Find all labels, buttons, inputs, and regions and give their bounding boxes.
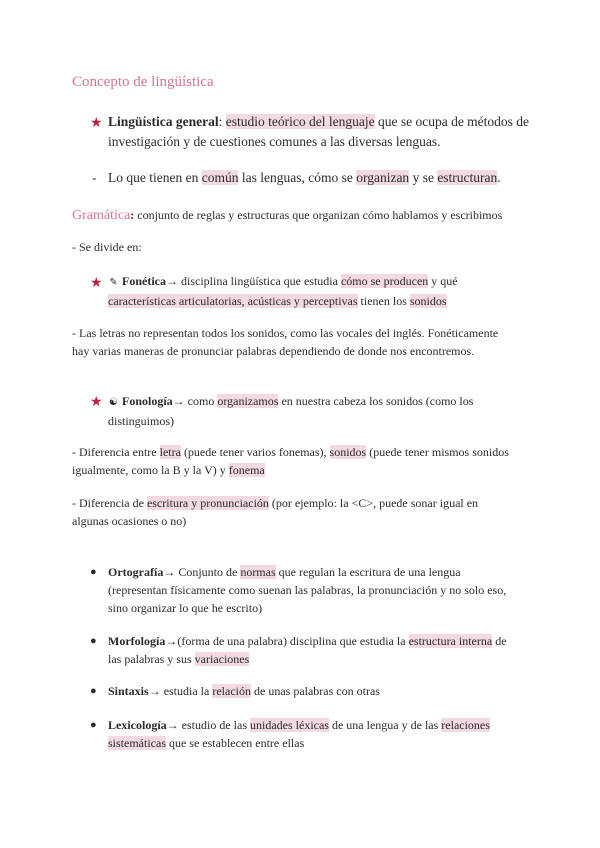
text: - Las letras no representan todos los sonidos, como las vocales del inglés. Fonéticamente xyxy=(72,326,499,340)
fonetica-line-2 xyxy=(108,292,548,310)
text: en nuestra cabeza los sonidos (como los xyxy=(278,394,474,408)
star-icon: ★ xyxy=(90,395,103,410)
highlight: variaciones xyxy=(194,652,250,666)
text: (representan físicamente como suenan las palabras, la pronunciación y no solo eso, xyxy=(108,583,507,597)
text: las lenguas, cómo se xyxy=(238,170,357,185)
diferencia-2 xyxy=(72,494,542,530)
ortografia-definition xyxy=(108,563,548,617)
text: disciplina lingüística que estudia xyxy=(178,274,341,288)
lexicologia-definition xyxy=(108,716,548,752)
highlight: unidades léxicas xyxy=(250,718,329,732)
text: las palabras y sus xyxy=(108,652,195,666)
text: conjunto de reglas y estructuras que organizan cómo hablamos y escribimos xyxy=(134,208,503,222)
colon: : xyxy=(130,208,135,222)
pencil-icon: ✎ xyxy=(109,277,118,288)
general-line-1 xyxy=(108,112,538,132)
sintaxis-definition xyxy=(108,682,548,700)
fonetica-term: Fonética xyxy=(122,274,166,288)
arrow: → xyxy=(163,565,176,579)
highlight: organizamos xyxy=(217,394,279,408)
highlight: características articulatorias, acústicas y perceptivas xyxy=(108,294,358,308)
text: tienen los xyxy=(357,294,410,308)
text: Lo que tienen en xyxy=(108,170,202,185)
text: - Diferencia entre xyxy=(72,445,160,459)
fonologia-line-1 xyxy=(108,392,538,412)
dash: - xyxy=(92,170,97,185)
text: - Diferencia de xyxy=(72,496,147,510)
general-line-2: investigación y de cuestiones comunes a las diversas lenguas. xyxy=(108,134,441,149)
text: estudia la xyxy=(160,684,213,698)
text: Conjunto de xyxy=(175,565,241,579)
highlight: normas xyxy=(240,565,276,579)
highlight: estructura interna xyxy=(408,634,493,648)
text: . xyxy=(497,170,501,185)
lexicologia-term: Lexicología xyxy=(108,718,167,732)
fonologia-term: Fonología xyxy=(122,394,173,408)
highlight: fonema xyxy=(228,463,265,477)
highlight: cómo se producen xyxy=(340,274,429,288)
text: de xyxy=(492,634,507,648)
fonologia-definition xyxy=(108,392,538,430)
colon: : xyxy=(218,114,223,129)
arrow: → xyxy=(166,274,178,288)
text: igualmente, como la B y la V) y xyxy=(72,463,229,477)
ortografia-term: Ortografía xyxy=(108,565,164,579)
comun-line xyxy=(108,168,501,188)
brain-icon: ☯ xyxy=(109,397,118,408)
highlight: estudio teórico del lenguaje xyxy=(225,114,375,129)
text: (forma de una palabra) disciplina que estudia la xyxy=(177,634,409,648)
text: hay varias maneras de pronunciar palabras dependiendo de donde nos encontremos. xyxy=(72,344,475,358)
gramatica-line xyxy=(72,206,502,225)
morfologia-term: Morfología xyxy=(108,634,166,648)
highlight: estructuran xyxy=(437,170,498,185)
divide-line: - Se divide en: xyxy=(72,240,142,254)
page-title: Concepto de lingüística xyxy=(72,74,214,90)
highlight: sonidos xyxy=(329,445,367,459)
text: (puede tener mismos sonidos xyxy=(366,445,509,459)
arrow: → xyxy=(166,718,179,732)
text: como xyxy=(184,394,218,408)
fonetica-definition xyxy=(108,272,548,310)
highlight: sonidos xyxy=(409,294,447,308)
highlight: relaciones xyxy=(441,718,490,732)
text: que se establecen entre ellas xyxy=(165,736,305,750)
star-icon: ★ xyxy=(90,116,103,131)
highlight: escritura y pronunciación xyxy=(146,496,269,510)
general-term: Lingüística general xyxy=(108,114,219,129)
gramatica-term: Gramática xyxy=(72,208,131,223)
morfologia-definition xyxy=(108,632,548,668)
arrow: → xyxy=(172,394,185,408)
text: y se xyxy=(409,170,438,185)
text: de unas palabras con otras xyxy=(251,684,380,698)
arrow: → xyxy=(165,634,178,648)
highlight: organizan xyxy=(356,170,410,185)
bullet-icon: ● xyxy=(90,635,97,647)
fonetica-line-1 xyxy=(108,272,548,292)
text: (por ejemplo: la <C>, puede sonar igual en xyxy=(268,496,479,510)
text: y qué xyxy=(428,274,458,288)
highlight: relación xyxy=(212,684,251,698)
arrow: → xyxy=(148,684,161,698)
highlight: sistemáticas xyxy=(108,736,166,750)
bullet-icon: ● xyxy=(90,719,97,731)
text: de una lengua y de las xyxy=(328,718,442,732)
letras-note xyxy=(72,324,542,360)
sintaxis-term: Sintaxis xyxy=(108,684,149,698)
text: que regulan la escritura de una lengua xyxy=(275,565,461,579)
highlight: letra xyxy=(159,445,181,459)
star-icon: ★ xyxy=(90,276,103,291)
diferencia-1 xyxy=(72,443,542,479)
text: distinguimos) xyxy=(108,414,175,428)
text: (puede tener varios fonemas), xyxy=(180,445,330,459)
bullet-icon: ● xyxy=(90,566,97,578)
text: algunas ocasiones o no) xyxy=(72,514,187,528)
text: que se ocupa de métodos de xyxy=(374,114,530,129)
general-definition xyxy=(108,112,538,152)
text: sino organizar lo que he escrito) xyxy=(108,601,263,615)
highlight: común xyxy=(201,170,239,185)
bullet-icon: ● xyxy=(90,685,97,697)
text: estudio de las xyxy=(178,718,250,732)
